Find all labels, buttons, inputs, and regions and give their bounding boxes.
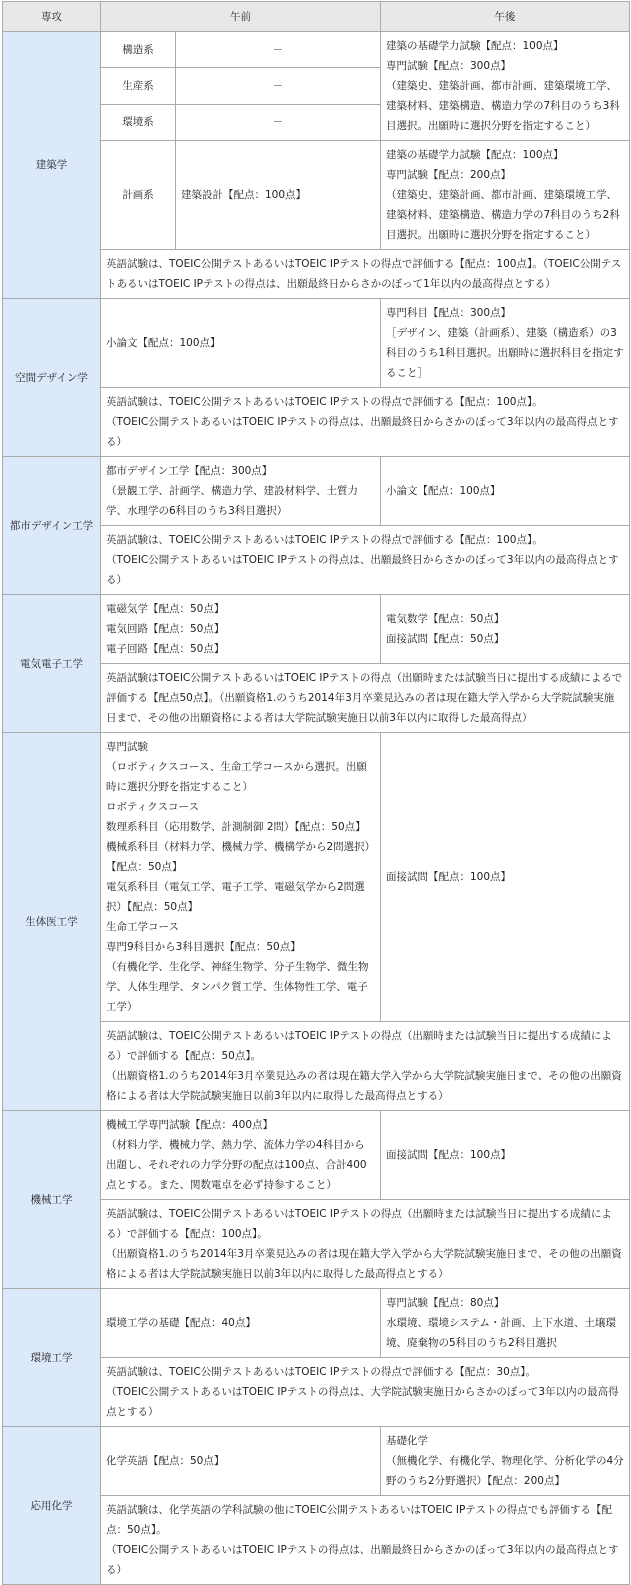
am-cell: 小論文【配点：100点】 [101, 299, 381, 388]
table-row [3, 1427, 630, 1496]
english-note: 英語試験は、TOEIC公開テストあるいはTOEIC IPテストの得点で評価する【配点：30点】。 （TOEIC公開テストあるいはTOEIC IPテストの得点は、大学院試験実施日からさかのぼって3年以内の最高得点とする） [101, 1358, 630, 1427]
am-cell: － [176, 104, 381, 140]
english-note: 英語試験は、TOEIC公開テストあるいはTOEIC IPテストの得点で評価する【配点：100点】。 （TOEIC公開テストあるいはTOEIC IPテストの得点は、出願最終日からさかのぼって3年以内の最高得点とする） [101, 388, 630, 457]
pm-cell: 建築の基礎学力試験【配点：100点】 専門試験【配点：200点】 （建築史、建築計画、都市計画、建築環境工学、建築材料、建築構造、構造力学の7科目のうち2科目選択。出願時に選択分野を指定すること） [381, 141, 630, 250]
english-note: 英語試験は、TOEIC公開テストあるいはTOEIC IPテストの得点（出願時または試験当日に提出する成績による）で評価する【配点：50点】。 （出願資格1.のうち2014年3月卒業見込みの者は現在籍大学入学から大学院試験実施日まで、その他の出願資格による者は大学院試験実施日以前3年以内に取得した最高得点とする） [101, 1022, 630, 1111]
header-pm: 午後 [381, 2, 630, 32]
pm-cell: 面接試問【配点：100点】 [381, 1111, 630, 1200]
major-kukan: 空間デザイン学 [3, 299, 101, 457]
am-cell: 環境工学の基礎【配点：40点】 [101, 1289, 381, 1358]
subfield-label: 環境系 [101, 104, 176, 140]
pm-cell: 電気数学【配点：50点】 面接試問【配点：50点】 [381, 595, 630, 664]
subfield-label: 構造系 [101, 32, 176, 68]
am-cell: － [176, 32, 381, 68]
pm-cell: 小論文【配点：100点】 [381, 457, 630, 526]
major-kagaku: 応用化学 [3, 1427, 101, 1585]
pm-cell: 建築の基礎学力試験【配点：100点】 専門試験【配点：300点】 （建築史、建築計画、都市計画、建築環境工学、建築材料、建築構造、構造力学の7科目のうち3科目選択。出願時に選択分野を指定すること） [381, 32, 630, 141]
major-denki: 電気電子工学 [3, 595, 101, 733]
major-kenchiku: 建築学 [3, 32, 101, 299]
am-cell: － [176, 68, 381, 104]
english-note: 英語試験は、TOEIC公開テストあるいはTOEIC IPテストの得点で評価する【配点：100点】。 （TOEIC公開テストあるいはTOEIC IPテストの得点は、出願最終日からさかのぼって3年以内の最高得点とする） [101, 526, 630, 595]
english-note: 英語試験は、TOEIC公開テストあるいはTOEIC IPテストの得点で評価する【配点：100点】。（TOEIC公開テストあるいはTOEIC IPテストの得点は、出願最終日からさかのぼって1年以内の最高得点とする） [101, 250, 630, 299]
table-row [3, 299, 630, 388]
am-cell: 機械工学専門試験【配点：400点】 （材料力学、機械力学、熱力学、流体力学の4科目から出題し、それぞれの力学分野の配点は100点、合計400点とする。また、関数電卓を必ず持参すること） [101, 1111, 381, 1200]
pm-cell: 面接試問【配点：100点】 [381, 733, 630, 1022]
table-row [3, 733, 630, 1022]
pm-cell: 専門科目【配点：300点】 ［デザイン、建築（計画系）、建築（構造系）の3科目のうち1科目選択。出願時に選択科目を指定すること］ [381, 299, 630, 388]
subfield-label: 生産系 [101, 68, 176, 104]
exam-subjects-table [2, 1, 630, 1585]
am-cell: 専門試験 （ロボティクスコース、生命工学コースから選択。出願時に選択分野を指定すること） ロボティクスコース 数理系科目（応用数学、計測制御 2問）【配点：50点】 機械系科目（材料力学、機械力学、機構学から2問選択）【配点：50点】 電気系科目（電気工学、電子工学、電磁気学から2問選択）【配点：50点】 生命工学コース 専門9科目から3科目選択【配点：50点】 （有機化学、生化学、神経生物学、分子生物学、微生物学、人体生理学、タンパク質工学、生体物性工学、電子工学） [101, 733, 381, 1022]
pm-cell: 専門試験【配点：80点】 水環境、環境システム・計画、上下水道、土壌環境、廃棄物の5科目のうち2科目選択 [381, 1289, 630, 1358]
major-kikai: 機械工学 [3, 1111, 101, 1289]
table-row [3, 1289, 630, 1358]
header-major: 専攻 [3, 2, 101, 32]
pm-cell: 基礎化学 （無機化学、有機化学、物理化学、分析化学の4分野のうち2分野選択）【配点：200点】 [381, 1427, 630, 1496]
major-kankyo: 環境工学 [3, 1289, 101, 1427]
am-cell: 化学英語【配点：50点】 [101, 1427, 381, 1496]
english-note: 英語試験はTOEIC公開テストあるいはTOEIC IPテストの得点（出願時または試験当日に提出する成績によるで評価する【配点50点】。（出願資格1.のうち2014年3月卒業見込みの者は現在籍大学入学から大学院試験実施日まで、その他の出願資格による者は大学院試験実施日以前3年以内に取得した最高得点） [101, 664, 630, 733]
table-row [3, 595, 630, 664]
english-note: 英語試験は、化学英語の学科試験の他にTOEIC公開テストあるいはTOEIC IPテストの得点でも評価する【配点：50点】。 （TOEIC公開テストあるいはTOEIC IPテストの得点は、出願最終日からさかのぼって3年以内の最高得点とする） [101, 1496, 630, 1585]
major-toshi: 都市デザイン工学 [3, 457, 101, 595]
am-cell: 都市デザイン工学【配点：300点】 （景観工学、計画学、構造力学、建設材料学、土質力学、水理学の6科目のうち3科目選択） [101, 457, 381, 526]
major-seitai: 生体医工学 [3, 733, 101, 1111]
english-note: 英語試験は、TOEIC公開テストあるいはTOEIC IPテストの得点（出願時または試験当日に提出する成績による）で評価する【配点：100点】。 （出願資格1.のうち2014年3月卒業見込みの者は現在籍大学入学から大学院試験実施日まで、その他の出願資格による者は大学院試験実施日以前3年以内に取得した最高得点とする） [101, 1200, 630, 1289]
am-cell: 建築設計【配点：100点】 [176, 141, 381, 250]
table-row [3, 32, 630, 68]
header-row [3, 2, 630, 32]
table-row [3, 457, 630, 526]
header-am: 午前 [101, 2, 381, 32]
table-row [3, 1111, 630, 1200]
subfield-label: 計画系 [101, 141, 176, 250]
am-cell: 電磁気学【配点：50点】 電気回路【配点：50点】 電子回路【配点：50点】 [101, 595, 381, 664]
